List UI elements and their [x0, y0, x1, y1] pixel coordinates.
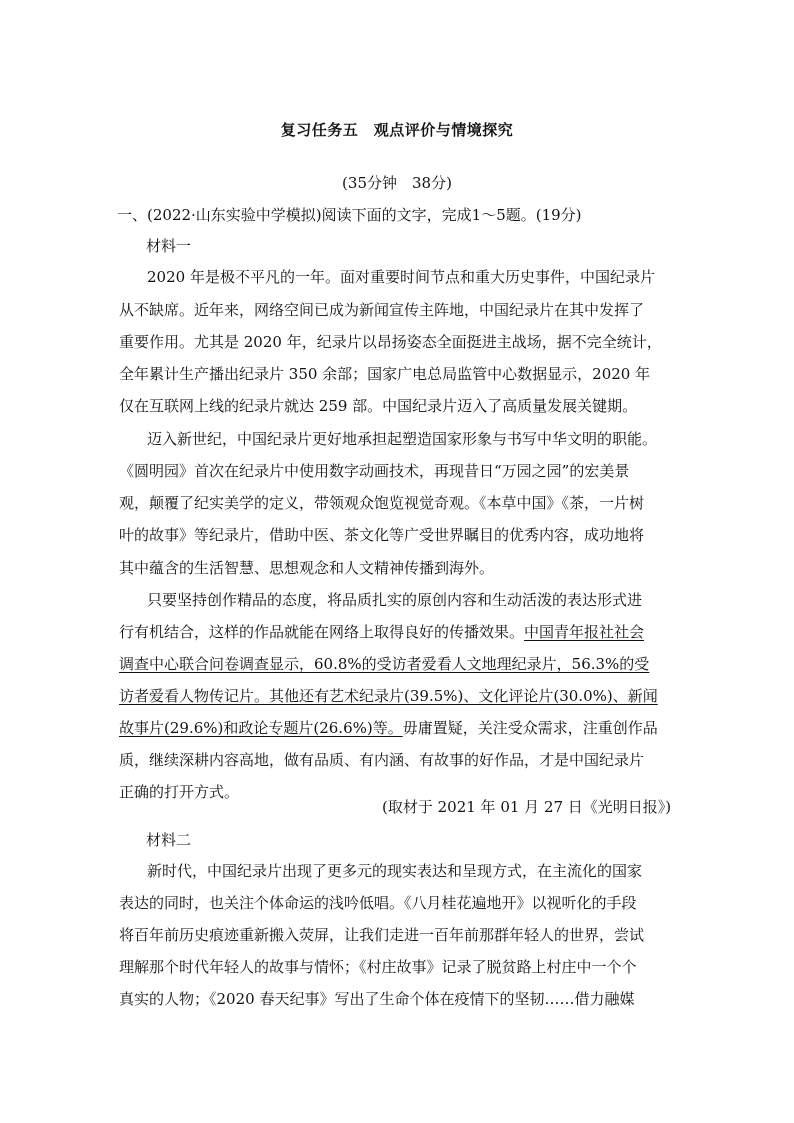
material-two-heading: 材料二 — [146, 831, 192, 849]
paragraph-line: 全年累计生产播出纪录片 350 余部；国家广电总局监管中心数据显示，2020 年 — [119, 365, 651, 383]
paragraph-line: 理解那个时代年轻人的故事与情怀；《村庄故事》记录了脱贫路上村庄中一个个 — [119, 958, 637, 976]
underlined-text: 访者爱看人物传记片。其他还有艺术纪录片(39.5%)、文化评论片(30.0%)、新闻 — [119, 687, 658, 705]
paragraph-line: 质，继续深耕内容高地，做有品质、有内涵、有故事的好作品，才是中国纪录片 — [119, 751, 645, 769]
paragraph-line: 真实的人物；《2020 春天纪事》写出了生命个体在疫情下的坚韧……借力融媒 — [119, 990, 635, 1008]
paragraph-line: 《圆明园》首次在纪录片中使用数字动画技术，再现昔日“万园之园”的宏美景 — [119, 462, 630, 480]
paragraph-line — [119, 654, 679, 674]
paragraph-line: 只要坚持创作精品的态度，将品质扎实的原创内容和生动活泼的表达形式进 — [147, 591, 643, 609]
paragraph-line: 仅在互联网上线的纪录片就达 259 部。中国纪录片迈入了高质量发展关键期。 — [119, 397, 638, 415]
paragraph-line: 从不缺席。近年来，网络空间已成为新闻宣传主阵地，中国纪录片在其中发挥了 — [119, 301, 645, 319]
paragraph-line: 观，颠覆了纪实美学的定义，带领观众饱览视觉奇观。《本草中国》《茶，一片树 — [119, 494, 645, 512]
paragraph-line: 将百年前历史痕迹重新搬入荧屏，让我们走进一百年前那群年轻人的世界，尝试 — [119, 926, 645, 944]
paragraph-line: 正确的打开方式。 — [119, 783, 240, 801]
page-title: 复习任务五 观点评价与情境探究 — [280, 121, 514, 139]
paragraph-line — [119, 686, 679, 706]
underlined-text: 调查中心联合问卷调查显示，60.8%的受访者爱看人文地理纪录片，56.3%的受 — [119, 655, 650, 673]
paragraph-line — [119, 622, 679, 642]
plain-text: 行有机结合，这样的作品就能在网络上取得良好的传播效果。 — [119, 623, 525, 641]
underlined-text: 中国青年报社社会 — [524, 623, 645, 641]
paragraph-line: 其中蕴含的生活智慧、思想观念和人文精神传播到海外。 — [119, 559, 495, 577]
time-score: (35分钟 38分) — [342, 174, 452, 192]
paragraph-line: 2020 年是极不平凡的一年。面对重要时间节点和重大历史事件，中国纪录片 — [147, 268, 655, 286]
paragraph-line: 迈入新世纪，中国纪录片更好地承担起塑造国家形象与书写中华文明的职能。 — [147, 430, 658, 448]
paragraph-line: 重要作用。尤其是 2020 年，纪录片以昂扬姿态全面挺进主战场，据不完全统计， — [119, 333, 662, 351]
question-prompt: 一、(2022·山东实验中学模拟)阅读下面的文字，完成1～5题。(19分) — [117, 206, 582, 224]
paragraph-line: 叶的故事》等纪录片，借助中医、茶文化等广受世界瞩目的优秀内容，成功地将 — [119, 526, 645, 544]
paragraph-line — [119, 718, 679, 738]
paragraph-line: 新时代，中国纪录片出现了更多元的现实表达和呈现方式，在主流化的国家 — [147, 862, 643, 880]
material-one-heading: 材料一 — [146, 237, 192, 255]
paragraph-line: 表达的同时，也关注个体命运的浅吟低唱。《八月桂花遍地开》以视听化的手段 — [119, 894, 637, 912]
source-citation: (取材于 2021 年 01 月 27 日《光明日报》) — [382, 798, 672, 816]
underlined-text: 故事片(29.6%)和政论专题片(26.6%)等。 — [119, 719, 403, 737]
plain-text: 毋庸置疑，关注受众需求，注重创作品 — [402, 719, 658, 737]
